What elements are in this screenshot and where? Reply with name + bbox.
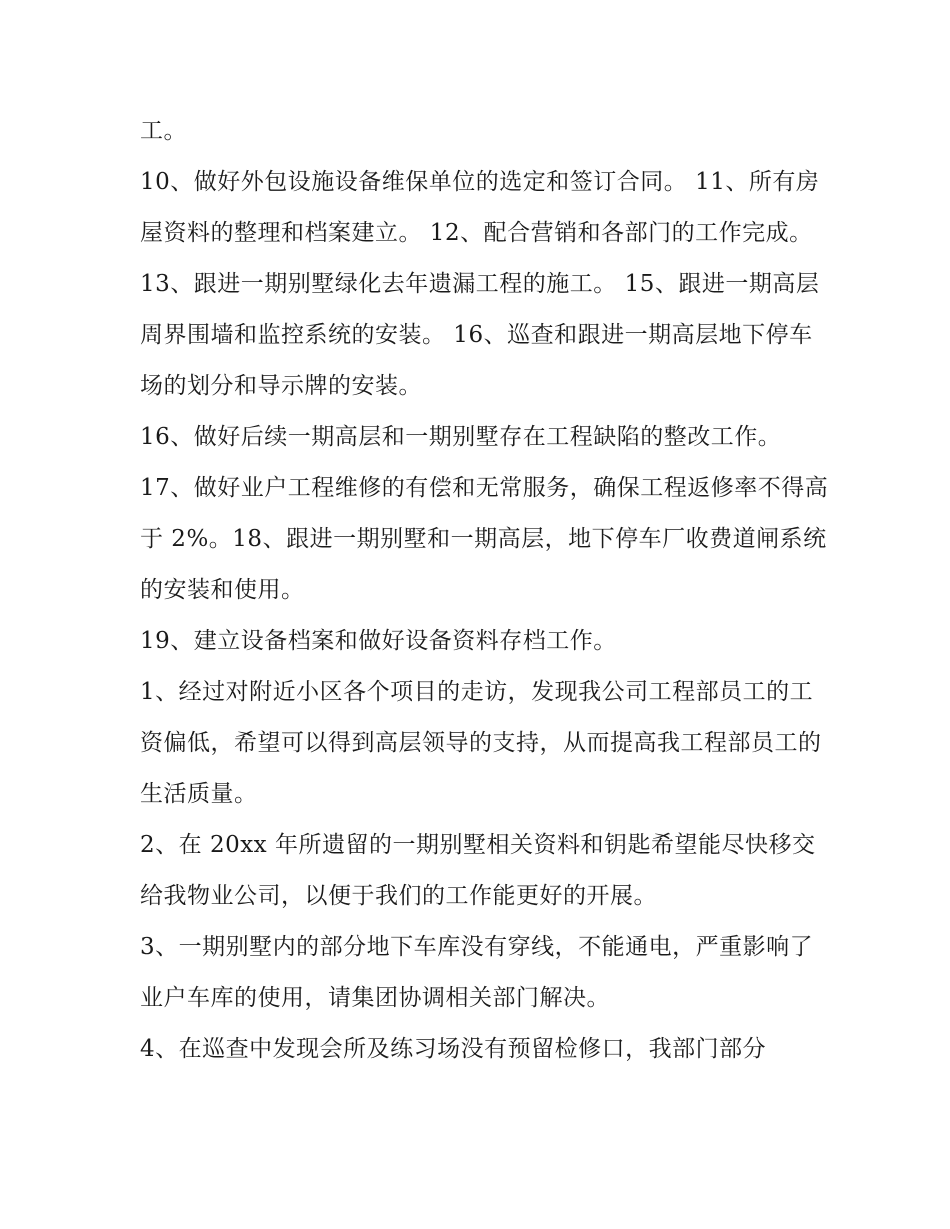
document-body (140, 106, 830, 1075)
paragraph-suggestion-1: 1、经过对附近小区各个项目的走访，发现我公司工程部员工的工资偏低，希望可以得到高层领导的支持，从而提高我工程部员工的生活质量。 (140, 679, 822, 807)
paragraph-item-17: 17、做好业户工程维修的有偿和无常服务，确保工程返修率不得高于 2%。18、跟进一期别墅和一期高层，地下停车厂收费道闸系统的安装和使用。 (140, 475, 829, 603)
paragraph-suggestion-4: 4、在巡查中发现会所及练习场没有预留检修口，我部门部分 (140, 1036, 767, 1062)
paragraph-item-10: 10、做好外包设施设备维保单位的选定和签订合同。 11、所有房屋资料的整理和档案建立。 12、配合营销和各部门的工作完成。 (140, 169, 820, 246)
paragraph-item-16: 16、做好后续一期高层和一期别墅存在工程缺陷的整改工作。 (140, 424, 782, 450)
paragraph-item-13: 13、跟进一期别墅绿化去年遗漏工程的施工。 15、跟进一期高层周界围墙和监控系统的安装。 16、巡查和跟进一期高层地下停车场的划分和导示牌的安装。 (140, 271, 820, 399)
paragraph-continuation: 工。 (140, 118, 187, 144)
paragraph-item-19: 19、建立设备档案和做好设备资料存档工作。 (140, 628, 617, 654)
paragraph-suggestion-2: 2、在 20xx 年所遗留的一期别墅相关资料和钥匙希望能尽快移交给我物业公司，以便于我们的工作能更好的开展。 (140, 832, 816, 909)
paragraph-suggestion-3: 3、一期别墅内的部分地下车库没有穿线，不能通电，严重影响了业户车库的使用，请集团协调相关部门解决。 (140, 934, 814, 1011)
